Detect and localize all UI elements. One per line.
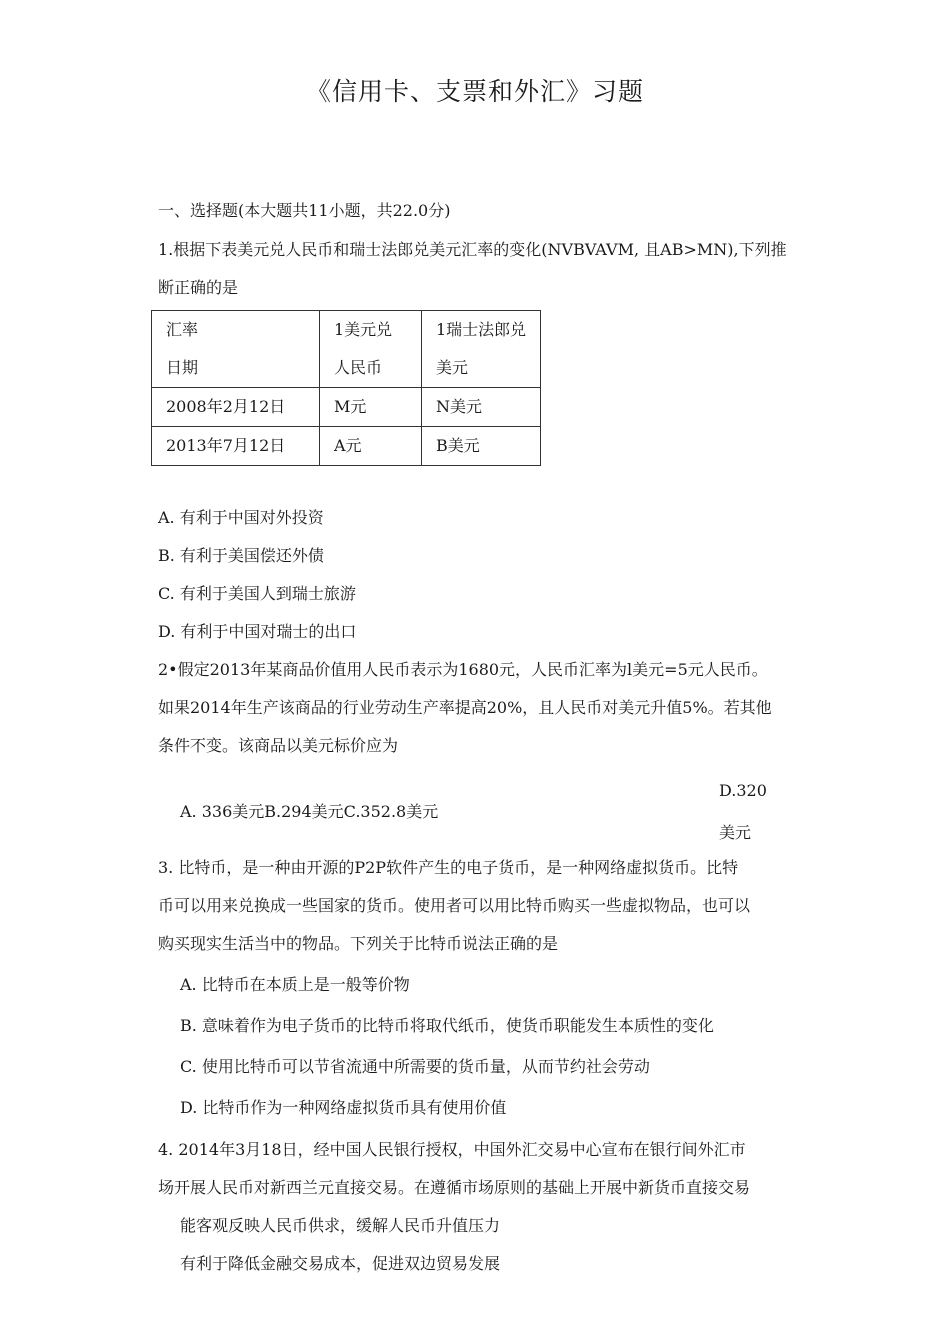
table-cell-usd: B美元 [422, 427, 541, 466]
table-header-chf-usd [422, 311, 541, 388]
exchange-rate-table [151, 310, 541, 466]
q3-stem-line-1: 3. 比特币，是一种由开源的P2P软件产生的电子货币，是一种网络虚拟货币。比特 [158, 858, 739, 877]
table-cell-rmb: A元 [320, 427, 422, 466]
table-cell-date: 2008年2月12日 [152, 388, 320, 427]
header-usd-label: 1美元兑 [334, 320, 393, 339]
table-row [152, 388, 541, 427]
q2-stem-line-3: 条件不变。该商品以美元标价应为 [158, 736, 399, 755]
q4-stem-line-2: 场开展人民币对新西兰元直接交易。在遵循市场原则的基础上开展中新货币直接交易 [158, 1178, 751, 1197]
q1-option-c: C. 有利于美国人到瑞士旅游 [158, 584, 356, 603]
q3-stem-line-2: 币可以用来兑换成一些国家的货币。使用者可以用比特币购买一些虚拟物品，也可以 [158, 896, 751, 915]
q2-stem-line-2: 如果2014年生产该商品的行业劳动生产率提高20%，且人民币对美元升值5%。若其他 [158, 698, 772, 717]
table-row [152, 427, 541, 466]
table-cell-rmb: M元 [320, 388, 422, 427]
q2-stem-line-1: 2•假定2013年某商品价值用人民币表示为1680元，人民币汇率为l美元=5元人民币。 [158, 660, 768, 679]
q3-option-d: D. 比特币作为一种网络虚拟货币具有使用价值 [180, 1098, 507, 1117]
table-cell-usd: N美元 [422, 388, 541, 427]
q3-stem-line-3: 购买现实生活当中的物品。下列关于比特币说法正确的是 [158, 934, 559, 953]
q1-option-b: B. 有利于美国偿还外债 [158, 546, 324, 565]
table-header-usd-rmb [320, 311, 422, 388]
header-date-label: 日期 [166, 358, 199, 377]
header-usd2-label: 美元 [436, 358, 469, 377]
q4-item-2: 有利于降低金融交易成本，促进双边贸易发展 [180, 1254, 501, 1273]
header-rmb-label: 人民币 [334, 358, 383, 377]
q3-option-c: C. 使用比特币可以节省流通中所需要的货币量，从而节约社会劳动 [180, 1057, 650, 1076]
header-chf-label: 1瑞士法郎兑 [436, 320, 527, 339]
table-cell-date: 2013年7月12日 [152, 427, 320, 466]
header-rate-label: 汇率 [166, 320, 199, 339]
q2-options-abc: A. 336美元B.294美元C.352.8美元 [180, 802, 439, 821]
table-header-rate-date [152, 311, 320, 388]
page-title: 《信用卡、支票和外汇》习题 [305, 77, 644, 106]
q4-item-1: 能客观反映人民币供求，缓解人民币升值压力 [180, 1216, 501, 1235]
q4-stem-line-1: 4. 2014年3月18日，经中国人民银行授权，中国外汇交易中心宣布在银行间外汇市 [158, 1140, 746, 1159]
q1-option-d: D. 有利于中国对瑞士的出口 [158, 622, 357, 641]
q3-option-b: B. 意味着作为电子货币的比特币将取代纸币，使货币职能发生本质性的变化 [180, 1016, 714, 1035]
q1-stem-line-1: 1.根据下表美元兑人民币和瑞士法郎兑美元汇率的变化(NVBVAVM, 且AB>MN),下列推 [158, 240, 787, 259]
q2-option-d-line-2: 美元 [719, 823, 752, 842]
q2-option-d-line-1: D.320 [719, 781, 767, 800]
q1-stem-line-2: 断正确的是 [158, 278, 239, 297]
section-heading: 一、选择题(本大题共11小题，共22.0分) [158, 201, 451, 220]
q3-option-a: A. 比特币在本质上是一般等价物 [180, 975, 410, 994]
q1-option-a: A. 有利于中国对外投资 [158, 508, 324, 527]
table-header-row [152, 311, 541, 388]
